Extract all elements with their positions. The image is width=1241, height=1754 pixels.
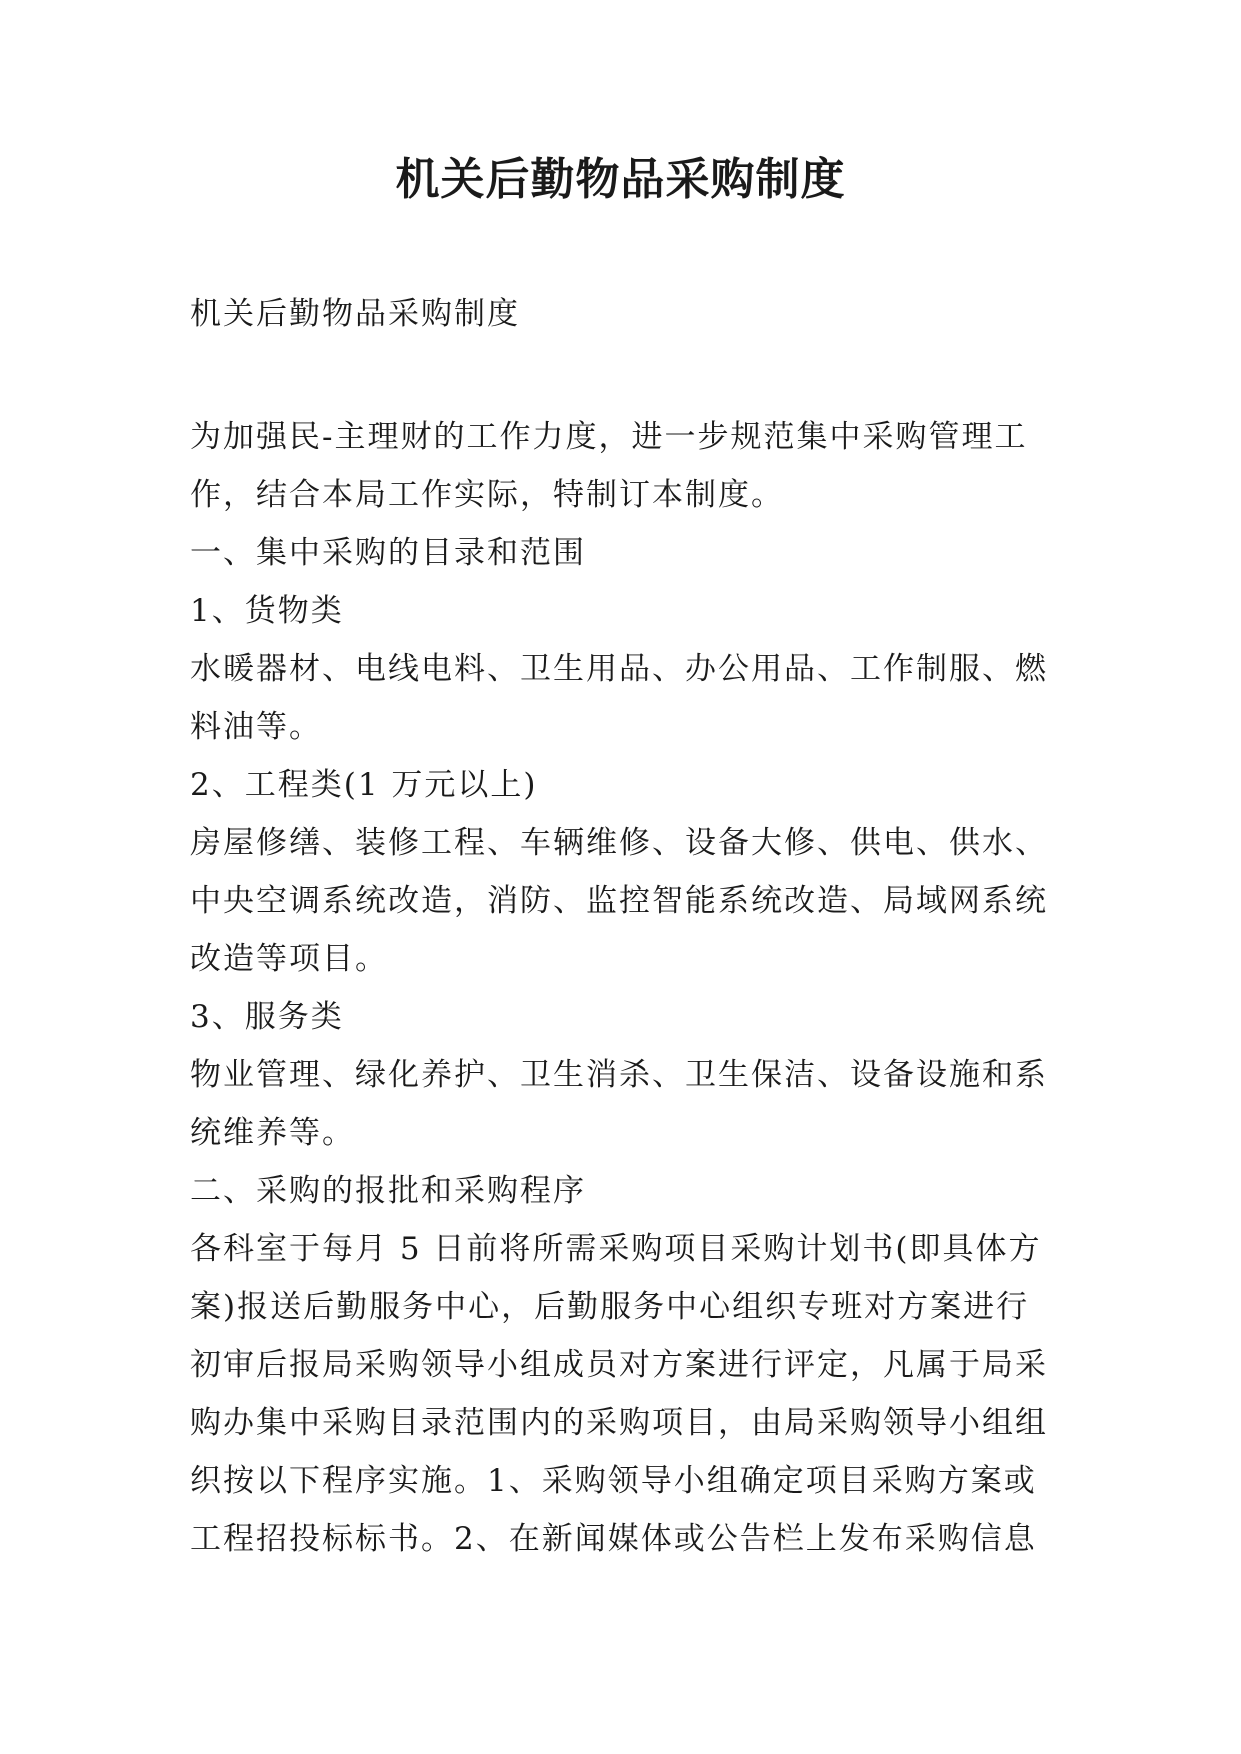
document-subtitle: 机关后勤物品采购制度	[190, 296, 520, 332]
paragraph-engineering: 房屋修缮、装修工程、车辆维修、设备大修、供电、供水、 中央空调系统改造，消防、监控智能系统改造、局域网系统 改造等项目。	[190, 825, 1048, 977]
paragraph-goods: 水暖器材、电线电料、卫生用品、办公用品、工作制服、燃 料油等。	[190, 651, 1048, 745]
paragraph-intro: 为加强民-主理财的工作力度，进一步规范集中采购管理工 作，结合本局工作实际，特制订本制度。	[190, 419, 1028, 513]
item-heading-engineering: 2、工程类(1 万元以上)	[190, 767, 538, 803]
paragraph-procedure: 各科室于每月 5 日前将所需采购项目采购计划书(即具体方 案)报送后勤服务中心，后勤服务中心组织专班对方案进行 初审后报局采购领导小组成员对方案进行评定，凡属于局采 购办集中采购目录范围内的采购项目，由局采购领导小组组 织按以下程序实施。1、采购领导小组确定项目采购方案或 工程招投标标书。2、在新闻媒体或公告栏上发布采购信息	[190, 1231, 1048, 1557]
paragraph-services: 物业管理、绿化养护、卫生消杀、卫生保洁、设备设施和系 统维养等。	[190, 1057, 1048, 1151]
item-heading-services: 3、服务类	[190, 999, 344, 1035]
document-title: 机关后勤物品采购制度	[395, 154, 846, 205]
item-heading-goods: 1、货物类	[190, 593, 344, 629]
section-heading-procedure: 二、采购的报批和采购程序	[190, 1173, 586, 1209]
section-heading-catalog: 一、集中采购的目录和范围	[190, 535, 586, 571]
document-body	[190, 408, 1070, 1568]
